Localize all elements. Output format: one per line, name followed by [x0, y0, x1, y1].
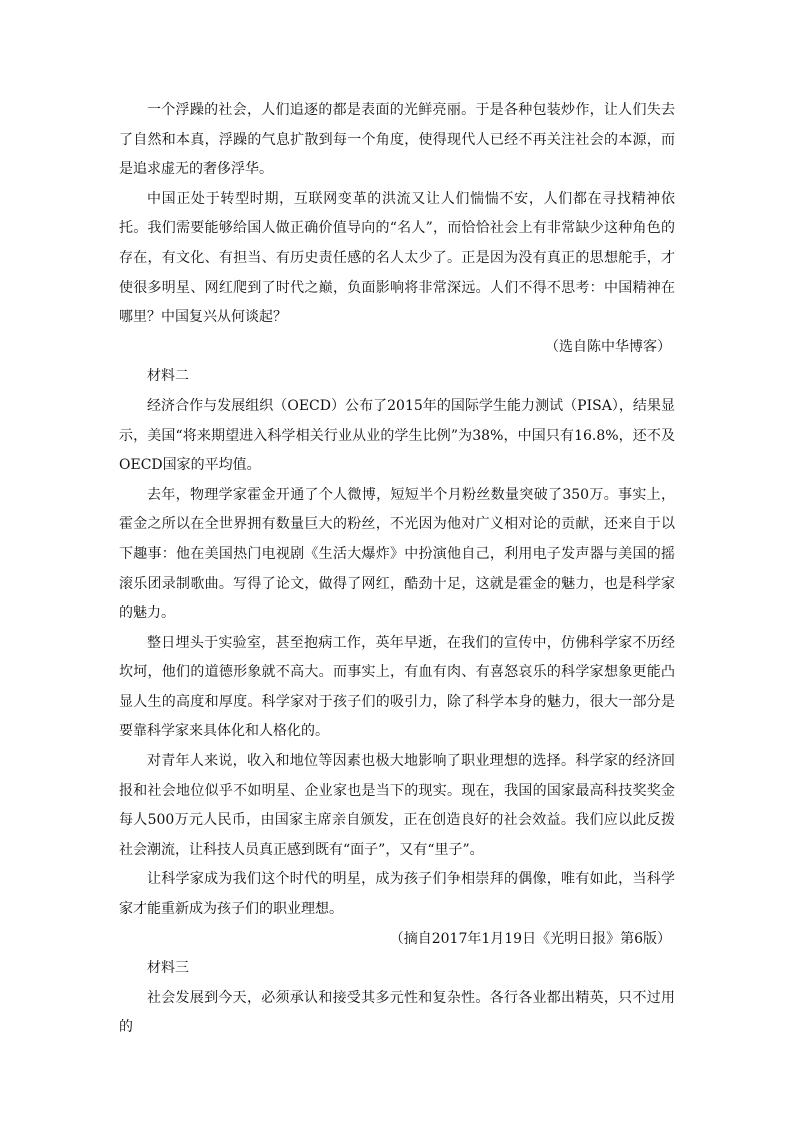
paragraph: 让科学家成为我们这个时代的明星，成为孩子们争相崇拜的偶像，唯有如此，当科学家才能重新成为孩子们的职业理想。 [119, 871, 675, 918]
source-citation: （摘自2017年1月19日《光明日报》第6版） [389, 930, 671, 947]
section-heading: 材料三 [147, 960, 189, 977]
section-heading: 材料二 [147, 368, 189, 385]
paragraph: 一个浮躁的社会，人们追逐的都是表面的光鲜亮丽。于是各种包装炒作，让人们失去了自然和本真，浮躁的气息扩散到每一个角度，使得现代人已经不再关注社会的本源，而是追求虚无的奢侈浮华。 [119, 102, 675, 178]
paragraph: 中国正处于转型时期，互联网变革的洪流又让人们惴惴不安，人们都在寻找精神依托。我们需要能够给国人做正确价值导向的“名人”，而恰恰社会上有非常缺少这种角色的存在，有文化、有担当、有历史责任感的名人太少了。正是因为没有真正的思想舵手，才使很多明星、网红爬到了时代之巅，负面影响将非常深远。人们不得不思考：中国精神在哪里？中国复兴从何谈起？ [119, 190, 675, 326]
source-citation: （选自陈中华博客） [545, 338, 671, 355]
paragraph: 去年，物理学家霍金开通了个人微博，短短半个月粉丝数量突破了350万。事实上，霍金之所以在全世界拥有数量巨大的粉丝，不光因为他对广义相对论的贡献，还来自于以下趣事：他在美国热门电视剧《生活大爆炸》中扮演他自己，利用电子发声器与美国的摇滚乐团录制歌曲。写得了论文，做得了网红，酷劲十足，这就是霍金的魅力，也是科学家的魅力。 [119, 486, 675, 622]
document-body [119, 96, 675, 1043]
paragraph: 经济合作与发展组织（OECD）公布了2015年的国际学生能力测试（PISA），结果显示，美国“将来期望进入科学相关行业从业的学生比例”为38%，中国只有16.8%，还不及OECD国家的平均值。 [119, 397, 675, 474]
paragraph: 对青年人来说，收入和地位等因素也极大地影响了职业理想的选择。科学家的经济回报和社会地位似乎不如明星、企业家也是当下的现实。现在，我国的国家最高科技奖奖金每人500万元人民币，由国家主席亲自颁发，正在创造良好的社会效益。我们应以此反拨社会潮流，让科技人员真正感到既有“面子”，又有“里子”。 [119, 753, 675, 858]
paragraph: 社会发展到今天，必须承认和接受其多元性和复杂性。各行各业都出精英，只不过用的 [119, 989, 675, 1036]
paragraph: 整日埋头于实验室，甚至抱病工作，英年早逝，在我们的宣传中，仿佛科学家不历经坎坷，他们的道德形象就不高大。而事实上，有血有肉、有喜怒哀乐的科学家想象更能凸显人生的高度和厚度。科学家对于孩子们的吸引力，除了科学本身的魅力，很大一部分是要靠科学家来具体化和人格化的。 [119, 634, 675, 740]
